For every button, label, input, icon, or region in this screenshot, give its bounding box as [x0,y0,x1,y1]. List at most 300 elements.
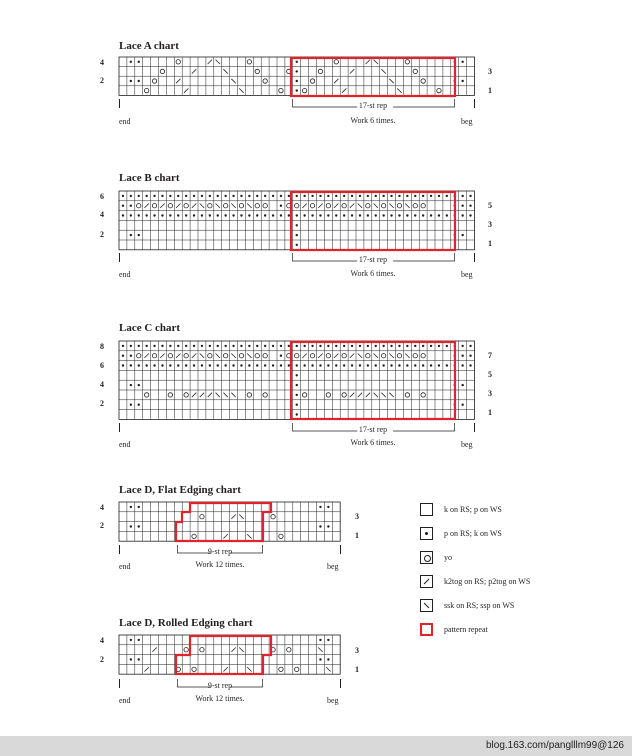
purl-dot-icon [248,195,250,197]
purl-dot-icon [153,195,155,197]
purl-dot-icon [335,345,337,347]
purl-dot-icon [256,214,258,216]
purl-dot-icon [209,364,211,366]
work-times-label: Work 12 times. [195,560,245,569]
row-number-3: 3 [488,220,492,229]
purl-dot-icon [169,364,171,366]
purl-dot-icon [296,224,298,226]
purl-dot-icon [138,525,140,527]
purl-dot-icon [193,364,195,366]
purl-dot-icon [138,404,140,406]
row-number-7: 7 [488,351,492,360]
purl-dot-icon [319,506,321,508]
lace-b-chart-grid [119,191,475,251]
purl-dot-icon [319,214,321,216]
purl-dot-icon [420,527,433,540]
purl-dot-icon [232,345,234,347]
purl-dot-icon [446,214,448,216]
purl-dot-icon [319,364,321,366]
purl-dot-icon [209,345,211,347]
purl-dot-icon [390,345,392,347]
row-number-1: 1 [488,239,492,248]
row-number-1: 1 [355,665,359,674]
k2tog-slash-icon [420,575,433,588]
row-number-2: 2 [100,399,104,408]
legend-label: pattern repeat [444,625,488,634]
edge-tick [119,423,120,432]
row-number-2: 2 [100,521,104,530]
purl-dot-icon [461,355,463,357]
purl-dot-icon [296,374,298,376]
purl-dot-icon [145,195,147,197]
purl-dot-icon [288,214,290,216]
purl-dot-icon [303,364,305,366]
purl-dot-icon [382,214,384,216]
purl-dot-icon [430,345,432,347]
row-number-1: 1 [488,408,492,417]
purl-dot-icon [461,214,463,216]
purl-dot-icon [406,364,408,366]
purl-dot-icon [193,195,195,197]
purl-dot-icon [438,345,440,347]
repeat-bracket [177,545,264,557]
purl-dot-icon [296,244,298,246]
purl-dot-icon [430,214,432,216]
purl-dot-icon [272,364,274,366]
purl-dot-icon [177,345,179,347]
purl-dot-icon [414,364,416,366]
purl-dot-icon [351,345,353,347]
purl-dot-icon [319,658,321,660]
purl-dot-icon [122,214,124,216]
purl-dot-icon [153,345,155,347]
purl-dot-icon [351,195,353,197]
purl-dot-icon [327,364,329,366]
purl-dot-icon [177,214,179,216]
purl-dot-icon [240,364,242,366]
purl-dot-icon [138,345,140,347]
beg-label: beg [461,440,473,449]
purl-dot-icon [264,214,266,216]
purl-dot-icon [406,195,408,197]
purl-dot-icon [169,214,171,216]
row-number-1: 1 [355,531,359,540]
purl-dot-icon [209,195,211,197]
row-number-3: 3 [488,389,492,398]
ssk-backslash-icon [420,599,433,612]
purl-dot-icon [375,345,377,347]
purl-dot-icon [414,345,416,347]
purl-dot-icon [256,345,258,347]
purl-dot-icon [296,80,298,82]
edge-tick [474,423,475,432]
purl-dot-icon [296,413,298,415]
purl-dot-icon [296,89,298,91]
purl-dot-icon [130,384,132,386]
purl-dot-icon [469,364,471,366]
lace-d-flat-title: Lace D, Flat Edging chart [119,484,241,496]
purl-dot-icon [343,195,345,197]
row-number-4: 4 [100,636,104,645]
purl-dot-icon [359,195,361,197]
beg-label: beg [327,562,339,571]
row-number-8: 8 [100,342,104,351]
rep-label: 9-st rep [207,681,233,690]
row-number-6: 6 [100,361,104,370]
purl-dot-icon [240,195,242,197]
row-number-1: 1 [488,86,492,95]
purl-dot-icon [296,394,298,396]
purl-dot-icon [232,214,234,216]
purl-dot-icon [390,195,392,197]
purl-dot-icon [138,384,140,386]
edge-tick [119,253,120,262]
purl-dot-icon [264,345,266,347]
purl-dot-icon [335,214,337,216]
purl-dot-icon [296,70,298,72]
purl-dot-icon [406,214,408,216]
purl-dot-icon [382,345,384,347]
purl-dot-icon [351,364,353,366]
purl-dot-icon [138,61,140,63]
purl-dot-icon [248,345,250,347]
purl-dot-icon [280,364,282,366]
purl-dot-icon [296,364,298,366]
purl-dot-icon [311,345,313,347]
end-label: end [119,440,131,449]
purl-dot-icon [272,195,274,197]
row-number-3: 3 [355,512,359,521]
work-times-label: Work 6 times. [350,269,396,278]
edge-tick [340,679,341,688]
purl-dot-icon [303,345,305,347]
purl-dot-icon [138,364,140,366]
purl-dot-icon [296,61,298,63]
edge-tick [119,545,120,554]
row-number-5: 5 [488,201,492,210]
purl-dot-icon [264,195,266,197]
row-number-2: 2 [100,76,104,85]
purl-dot-icon [461,364,463,366]
purl-dot-icon [319,195,321,197]
purl-dot-icon [469,355,471,357]
purl-dot-icon [461,205,463,207]
lace-b-title: Lace B chart [119,172,180,184]
repeat-bracket [177,679,264,691]
rep-label: 17-st rep [358,255,388,264]
work-times-label: Work 6 times. [350,116,396,125]
purl-dot-icon [422,364,424,366]
purl-dot-icon [130,80,132,82]
purl-dot-icon [145,345,147,347]
purl-dot-icon [446,364,448,366]
beg-label: beg [461,117,473,126]
purl-dot-icon [130,355,132,357]
purl-dot-icon [138,80,140,82]
purl-dot-icon [217,195,219,197]
purl-dot-icon [280,214,282,216]
purl-dot-icon [232,364,234,366]
purl-dot-icon [327,345,329,347]
purl-dot-icon [193,214,195,216]
purl-dot-icon [375,214,377,216]
purl-dot-icon [414,214,416,216]
purl-dot-icon [280,345,282,347]
purl-dot-icon [398,364,400,366]
purl-dot-icon [122,345,124,347]
purl-dot-icon [130,658,132,660]
pattern-repeat-box-icon [420,623,433,636]
watermark-bar [0,736,632,756]
purl-dot-icon [461,384,463,386]
lace-d-rolled-chart-grid [119,635,341,675]
purl-dot-icon [343,364,345,366]
purl-dot-icon [469,205,471,207]
purl-dot-icon [138,214,140,216]
purl-dot-icon [327,214,329,216]
purl-dot-icon [438,214,440,216]
legend-label: ssk on RS; ssp on WS [444,601,515,610]
purl-dot-icon [224,195,226,197]
row-number-5: 5 [488,370,492,379]
purl-dot-icon [280,355,282,357]
purl-dot-icon [446,345,448,347]
purl-dot-icon [319,639,321,641]
purl-dot-icon [138,234,140,236]
lace-c-title: Lace C chart [119,322,181,334]
purl-dot-icon [438,364,440,366]
purl-dot-icon [438,195,440,197]
purl-dot-icon [138,506,140,508]
purl-dot-icon [130,61,132,63]
purl-dot-icon [461,61,463,63]
repeat-bracket [292,423,456,435]
purl-dot-icon [201,214,203,216]
purl-dot-icon [327,195,329,197]
purl-dot-icon [177,364,179,366]
purl-dot-icon [177,195,179,197]
purl-dot-icon [130,214,132,216]
purl-dot-icon [311,364,313,366]
rep-label: 17-st rep [358,425,388,434]
legend-label: yo [444,553,452,562]
purl-dot-icon [296,345,298,347]
purl-dot-icon [430,195,432,197]
purl-dot-icon [446,195,448,197]
purl-dot-icon [145,364,147,366]
purl-dot-icon [240,214,242,216]
purl-dot-icon [272,345,274,347]
purl-dot-icon [367,364,369,366]
purl-dot-icon [138,195,140,197]
watermark-text: blog.163.com/panglllm99@126 [485,740,624,751]
row-number-2: 2 [100,230,104,239]
purl-dot-icon [288,195,290,197]
purl-dot-icon [296,234,298,236]
purl-dot-icon [217,214,219,216]
purl-dot-icon [256,195,258,197]
purl-dot-icon [138,639,140,641]
purl-dot-icon [335,195,337,197]
purl-dot-icon [469,345,471,347]
purl-dot-icon [185,195,187,197]
row-number-3: 3 [488,67,492,76]
work-times-label: Work 6 times. [350,438,396,447]
purl-dot-icon [359,364,361,366]
purl-dot-icon [327,525,329,527]
purl-dot-icon [422,195,424,197]
purl-dot-icon [248,364,250,366]
lace-d-rolled-title: Lace D, Rolled Edging chart [119,617,253,629]
purl-dot-icon [461,404,463,406]
purl-dot-icon [201,364,203,366]
purl-dot-icon [390,364,392,366]
end-label: end [119,562,131,571]
lace-a-chart-grid [119,57,475,97]
purl-dot-icon [311,214,313,216]
edge-tick [340,545,341,554]
purl-dot-icon [130,345,132,347]
edge-tick [119,679,120,688]
end-label: end [119,117,131,126]
purl-dot-icon [130,404,132,406]
purl-dot-icon [327,506,329,508]
edge-tick [474,99,475,108]
legend-label: k2tog on RS; p2tog on WS [444,577,531,586]
purl-dot-icon [359,345,361,347]
edge-tick [474,253,475,262]
purl-dot-icon [359,214,361,216]
purl-dot-icon [122,364,124,366]
repeat-bracket [292,99,456,111]
purl-dot-icon [224,214,226,216]
purl-dot-icon [256,364,258,366]
purl-dot-icon [343,345,345,347]
purl-dot-icon [169,345,171,347]
purl-dot-icon [303,214,305,216]
legend-label: p on RS; k on WS [444,529,502,538]
purl-dot-icon [217,345,219,347]
purl-dot-icon [469,214,471,216]
beg-label: beg [327,696,339,705]
purl-dot-icon [375,195,377,197]
end-label: end [119,270,131,279]
purl-dot-icon [461,345,463,347]
purl-dot-icon [430,364,432,366]
purl-dot-icon [367,345,369,347]
purl-dot-icon [185,364,187,366]
edge-tick [119,99,120,108]
purl-dot-icon [161,345,163,347]
purl-dot-icon [185,345,187,347]
purl-dot-icon [161,195,163,197]
purl-dot-icon [335,364,337,366]
purl-dot-icon [169,195,171,197]
purl-dot-icon [406,345,408,347]
row-number-6: 6 [100,192,104,201]
purl-dot-icon [145,214,147,216]
purl-dot-icon [422,345,424,347]
purl-dot-icon [122,355,124,357]
purl-dot-icon [153,364,155,366]
purl-dot-icon [201,345,203,347]
purl-dot-icon [461,80,463,82]
purl-dot-icon [224,364,226,366]
purl-dot-icon [382,364,384,366]
purl-dot-icon [248,214,250,216]
lace-a-title: Lace A chart [119,40,179,52]
purl-dot-icon [130,234,132,236]
purl-dot-icon [311,195,313,197]
lace-c-chart-grid [119,341,475,420]
purl-dot-icon [343,214,345,216]
beg-label: beg [461,270,473,279]
row-number-3: 3 [355,646,359,655]
purl-dot-icon [367,195,369,197]
row-number-2: 2 [100,655,104,664]
purl-dot-icon [288,345,290,347]
purl-dot-icon [414,195,416,197]
purl-dot-icon [130,506,132,508]
end-label: end [119,696,131,705]
row-number-4: 4 [100,58,104,67]
purl-dot-icon [398,214,400,216]
purl-dot-icon [122,205,124,207]
repeat-bracket [292,253,456,265]
purl-dot-icon [130,525,132,527]
purl-dot-icon [130,195,132,197]
purl-dot-icon [288,364,290,366]
purl-dot-icon [130,364,132,366]
purl-dot-icon [217,364,219,366]
purl-dot-icon [280,205,282,207]
purl-dot-icon [138,658,140,660]
yarn-over-circle-icon [420,551,433,564]
purl-dot-icon [130,205,132,207]
purl-dot-icon [327,639,329,641]
purl-dot-icon [375,364,377,366]
purl-dot-icon [382,195,384,197]
purl-dot-icon [398,195,400,197]
purl-dot-icon [280,195,282,197]
purl-dot-icon [296,214,298,216]
work-times-label: Work 12 times. [195,694,245,703]
purl-dot-icon [461,234,463,236]
knit-square-icon [420,503,433,516]
purl-dot-icon [201,195,203,197]
rep-label: 17-st rep [358,101,388,110]
row-number-4: 4 [100,210,104,219]
purl-dot-icon [130,639,132,641]
purl-dot-icon [161,214,163,216]
purl-dot-icon [303,195,305,197]
purl-dot-icon [272,214,274,216]
purl-dot-icon [351,214,353,216]
purl-dot-icon [390,214,392,216]
purl-dot-icon [264,364,266,366]
purl-dot-icon [240,345,242,347]
purl-dot-icon [296,384,298,386]
row-number-4: 4 [100,380,104,389]
purl-dot-icon [469,195,471,197]
purl-dot-icon [224,345,226,347]
purl-dot-icon [319,525,321,527]
row-number-4: 4 [100,503,104,512]
purl-dot-icon [319,345,321,347]
purl-dot-icon [296,404,298,406]
purl-dot-icon [422,214,424,216]
lace-d-flat-chart-grid [119,502,341,542]
